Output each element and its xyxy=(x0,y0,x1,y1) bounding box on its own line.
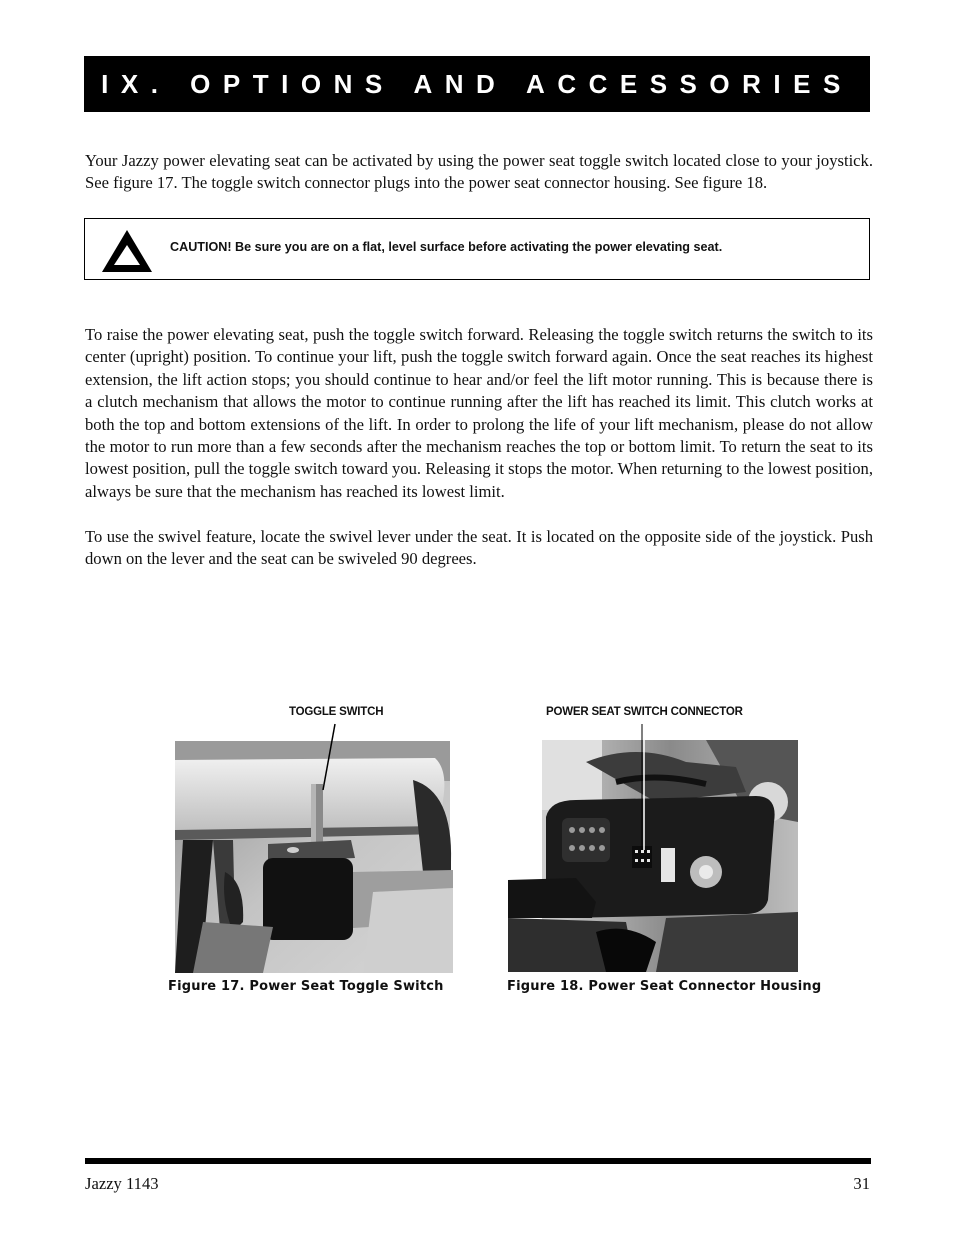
connector-callout: POWER SEAT SWITCH CONNECTOR xyxy=(546,706,743,718)
caution-text: CAUTION! Be sure you are on a flat, level surface before activating the power elevating seat. xyxy=(170,240,723,254)
raise-paragraph: To raise the power elevating seat, push the toggle switch forward. Releasing the toggle switch returns the switch to its center (upright) position. To continue your lift, push the toggle switch forward again. Once the seat reaches its highest extension, the lift action stops; you should continue to hear and/or feel the lift motor running. This is because there is a clutch mechanism that allows the motor to continue running after the lift has reached its limit. This clutch works at both the top and bottom extensions of the lift. In order to prolong the life of your lift mechanism, please do not allow the motor to run more than a few seconds after the mechanism reaches the top or bottom limit. To return the seat to its lowest position, pull the toggle switch toward you. Releasing it stops the motor. When returning to the lowest position, always be sure that the mechanism has reached its lowest limit. xyxy=(85,325,873,501)
figure-17-photo xyxy=(173,722,453,976)
toggle-switch-callout: TOGGLE SWITCH xyxy=(289,706,384,718)
figure-17-caption: Figure 17. Power Seat Toggle Switch xyxy=(168,979,444,994)
footer-rule xyxy=(85,1158,871,1164)
page-number: 31 xyxy=(853,1174,870,1193)
warning-triangle-icon xyxy=(101,229,153,273)
footer-model: Jazzy 1143 xyxy=(85,1174,159,1193)
intro-paragraph: Your Jazzy power elevating seat can be activated by using the power seat toggle switch located close to your joystick. See figure 17. The toggle switch connector plugs into the power seat connector housing. See figure 18. xyxy=(85,151,873,193)
swivel-paragraph: To use the swivel feature, locate the swivel lever under the seat. It is located on the opposite side of the joystick. Push down on the lever and the seat can be swiveled 90 degrees. xyxy=(85,527,873,569)
figure-18-caption: Figure 18. Power Seat Connector Housing xyxy=(507,979,822,994)
section-title: IX. OPTIONS AND ACCESSORIES xyxy=(84,56,870,112)
caution-box xyxy=(84,218,870,280)
figure-18-photo xyxy=(506,722,798,976)
